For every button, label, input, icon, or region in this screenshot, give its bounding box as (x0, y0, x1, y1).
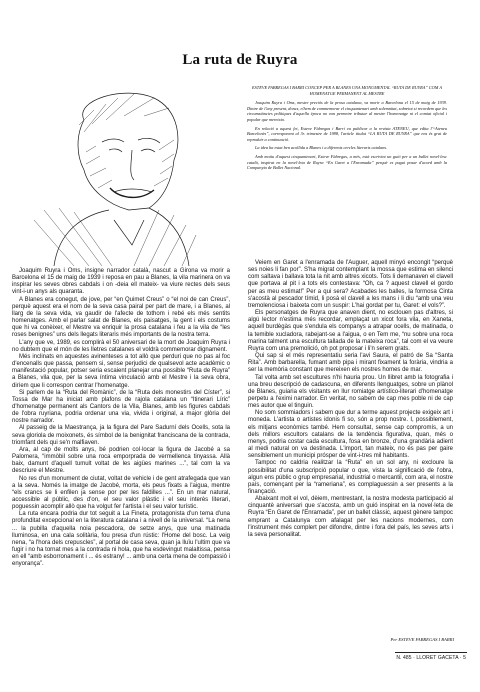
article-title: La ruta de Ruyra (182, 52, 298, 68)
body-paragraph: La ruta encara podria dur tot seguit a La Fineta, protagonista d'un tema d'una profunditat excepcional en la literatura catalana i a nivell de la universal. “La nena ... la pubilla d'aquella noia pescadora, de setze anys, que una matinada lluminosa, en una cala solitària, fou presa d'un rústic: l'Home del bosc. La veig nena, “a l'hora dels crepuscles”, al portal de casa seva, quan ja lluïu l'ultim que va fugir i no ha tornat mes a la contrada ni hola, que ha esdevingut malaltissa, pensa en ell “amb esborronament i ... és estrany! ... amb una certa mena de compassió i enyorança”. (12, 511, 230, 568)
body-paragraph: Abaixant molt el vol, dèiem, mentrestant, la nostra modesta participació al cinquantè aniversari que s'acosta, amb un guió inspirat en la novel·leta de Ruyra “En Garet de l'Enramada”, per un ballet clàssic, aquest gènere tampoc emprant a Catalunya com afalagat per les nacions modernes, com l'instrument més complert per difondre, dintre i fora del país, les seves arts i la seva personalitat. (248, 496, 453, 538)
left-column (12, 268, 230, 569)
intro-paragraph: Joaquim Ruyra i Oms, mestre preciós de la prosa catalana, va morir a Barcelona el 15 de maig de 1939. Dintre de l'any present, doncs, n'hem de commemorar el cinquantenari amb solemnitat, sobretot si recordem que les circumstàncies polítiques d'aquella època no van permetre tributar al mestre l'homenatge ni el comiat oficial i popular que mereixia. (247, 100, 447, 122)
author-signature: Per ESTEVE FABREGAS I BARRI (390, 637, 454, 642)
body-paragraph: Veiem en Garet a l'enramada de l'Auguer, aquell minyó encongit “perquè ses noies li fan por”. S'ha migrat contemplant la mossa que estima en silenci com saltava i ballava tota la nit amb altres xicots. Tots li demanaven el clavell que portava al pit i a tots els contestava: “Oh, ca ? aquest clavell el gordo per as meu estimat!” Per a qui sera? Acabades les balles, la formosa Cinta s'acostà al pescador tímid, li posà el clavell a les mans i li diu “amb una veu tremolenciosa i baixeta com un suspir: L'hai gordat per tu, Garet: el vols?”. (248, 260, 453, 309)
intro-block (247, 85, 447, 174)
page-footer: N. 485 · LLORET GACETA · 5 (396, 655, 466, 661)
body-paragraph: Més inclinats en aquestes avinenteses a tot allò que perduri que no pas al foc d'encenalls que passa, pensem si, sense perjudici de qualsevol acte acadèmic o manifestació popular, potser seria escaient planejar una possible “Ruta de Ruyra” a Blanes, vila que, per la seva íntima vinculació amb el Mestre i la seva obra, diríem que li correspon centrar l'homenatge. (12, 353, 230, 389)
body-paragraph: A Blanes era conegut, de jove, per “en Quimet Creus” o “el noi de can Creus”, perquè aquest era el nom de la seva casa pairal per part de mare, i a Blanes, al llarg de la seva vida, va gaudir de l'afecte de tothom i rebé els més sentits homenatges. Amb el parlar salat de Blanes, els paisatges, la gent i els costums que hi va conèixer, el Mestre va enriquir la prosa catalana i feu a la vila de “les roses benignes” uns dels llegats literaris més importants de la nostra terra. (12, 296, 230, 339)
body-paragraph: Qui sap si el més representatiu seria l'avi Saura, el patró de Sa “Santa Rita”. Amb barbarella, fumant amb pipa i mirant fixament la forària, vindria a ser la memòria constant que mereixen els nostres homes de mar. (248, 353, 453, 374)
intro-heading: ESTEVE FABREGAS I BARRI CONCEP PER A BLANES UNA MONUMENTAL “RUTA DE RUYRA” COM A HOMENATGE PERMANENT AL MESTRE (252, 85, 442, 96)
body-paragraph: Al passeig de la Maestrança, ja la figura del Pare Sadurní dels Ocells, sota la seva gloriola de moixonets, és símbol de la benignitat franciscana de la contrada, triomfant dels qui se'n malfiaven. (12, 425, 230, 446)
body-paragraph: Tampoc no caldria realitzar la “Ruta” en un sol any, ni excloure la possibilitat d'una subscripció popular o que, vista la significació de l'obra, algun ens públic o grup empresarial, industrial o mercantil, com ara, el nostre país, començant per la “rameriana”, es complaguessin a ser presents a la finançació. (248, 460, 453, 495)
body-paragraph: Si parlem de la “Ruta del Romànic”, de la “Ruta dels monestirs del Císter”, si Tossa de Mar ha iniciat amb plafons de rajola catalana un “Itinerari Líric” d'homenatge permanent als Cantors de la Vila, Blanes, amb les figures cabdals de l'obra ruyriana, podria ordenar una via, vivida i original, a major glòria del nostre narrador. (12, 389, 230, 425)
body-paragraph: Tal volta amb set escultures n'hi hauria prou. Un llibret amb la fotografia i una breu descripció de cadascuna, en diferents llenguatges, sobre un plànol de Blanes, guiaria els visitants en llur romiatge artístico-literari d'homenatge perpetu a l'eximi narrador. En veritat, no sabem de cap mes poble ni de cap mes autor que el tinguin. (248, 374, 453, 410)
body-paragraph: Ara, al cap de molts anys, bé podrien col·locar la figura de Jacobé a sa Palomera, “immòbil sobre una roca emporprada de vermellenca tinyassa. Allà baix, damunt d'aquell tumult voltat de les aigües marines ...”, tal com la va descriure el Mestre. (12, 446, 230, 475)
intro-paragraph: En relació a aquest fet, Esteve Fàbregas i Barri va publicar a la revista ATENEU, que edita l'“Ateneu Barcelonès”, corresponent al 3r. trimestre de 1988, l'article titulat “LA RUTA DE RUYRA” que ens és grat de reproduir a continuació. (247, 125, 447, 142)
body-paragraph: Joaquim Ruyra i Oms, insigne narrador català, nascut a Girona va morir a Barcelona el 15 de maig de 1939 i reposa en pau a Blanes, la vila marinera on va inspirar les seves obres cabdals i on -deia ell mateix- va viure rectes dels seus vint-i-un anys als quaranta. (12, 268, 230, 296)
right-column (248, 260, 453, 539)
body-paragraph: No som sommiadors i sabem que dur a terme aquest projecte exigeix art i moneda. L'artista o artistes idonis fi so, són a prop nostre. I, possiblement, els mitjans econòmics també. Hem consultat, sense cap compromís, a un dels millors escultors catalans de la tendència figurativa, quan, més o menys, podria costar cada escultura, fosa en bronze, d'una grandària adient al medi natural on va destinada. L'import, tan mateix, no és pas per gaire sensiblement un municipi prósper de vint-i-tres mil habitants. (248, 410, 453, 460)
body-paragraph: Els personatges de Ruyra que anaven dient, no esclouen pas d'altres, si algú lector n'estima més recordar, emplaçat un xicot fora vila, en Xaneta, aquell burdègàs que s'endula els companys a atrapar ocells, de matinada, o la temible xucladora, rabejant-se a l'aigua, o en Tem me, “nu sobre una roca marina talment una escultura tallada de la mateixa roca”, tal com el va veure Ruyra com una premolició, oh pot proposar i li'n serem grats. (248, 310, 453, 352)
portrait-illustration (14, 80, 218, 266)
footer-divider (395, 652, 467, 653)
intro-paragraph: Amb motiu d'aquest cinquantenari, Esteve Fàbregas, a més, està escrivint un guió per a un ballet novel·lesc català, inspirat en la novel·leta de Ruyra “En Garet a l'Enramada” perquè es pugui posar d'acord amb la Companyia de Ballet Nacional. (247, 153, 447, 171)
intro-paragraph: La idea ha estat ben acollida a Blanes i a diferents cercles literaris catalans. (255, 145, 388, 151)
body-paragraph: L'any que ve, 1989, es complirà el 50 aniversari de la mort de Joaquim Ruyra i no dubtem que el món de les lletres catalanes el voldrà commemorar dignament. (12, 339, 230, 353)
body-paragraph: No res d'un monument de ciutat, voltat de vehicle i de gent atrafegada que van a la seva. Només la imatge de Jacobé, morta, els peus fixats a l'aigua, mentre “els crancs se li enfilen ja sense por per les faldilles ...”. En un mar natural, accessible al públic, des d'on, el seu valor plàstic i el seu interès literari, poguessin acomplir allò que ha volgut fer l'artista i el seu valor turístic. (12, 475, 230, 511)
